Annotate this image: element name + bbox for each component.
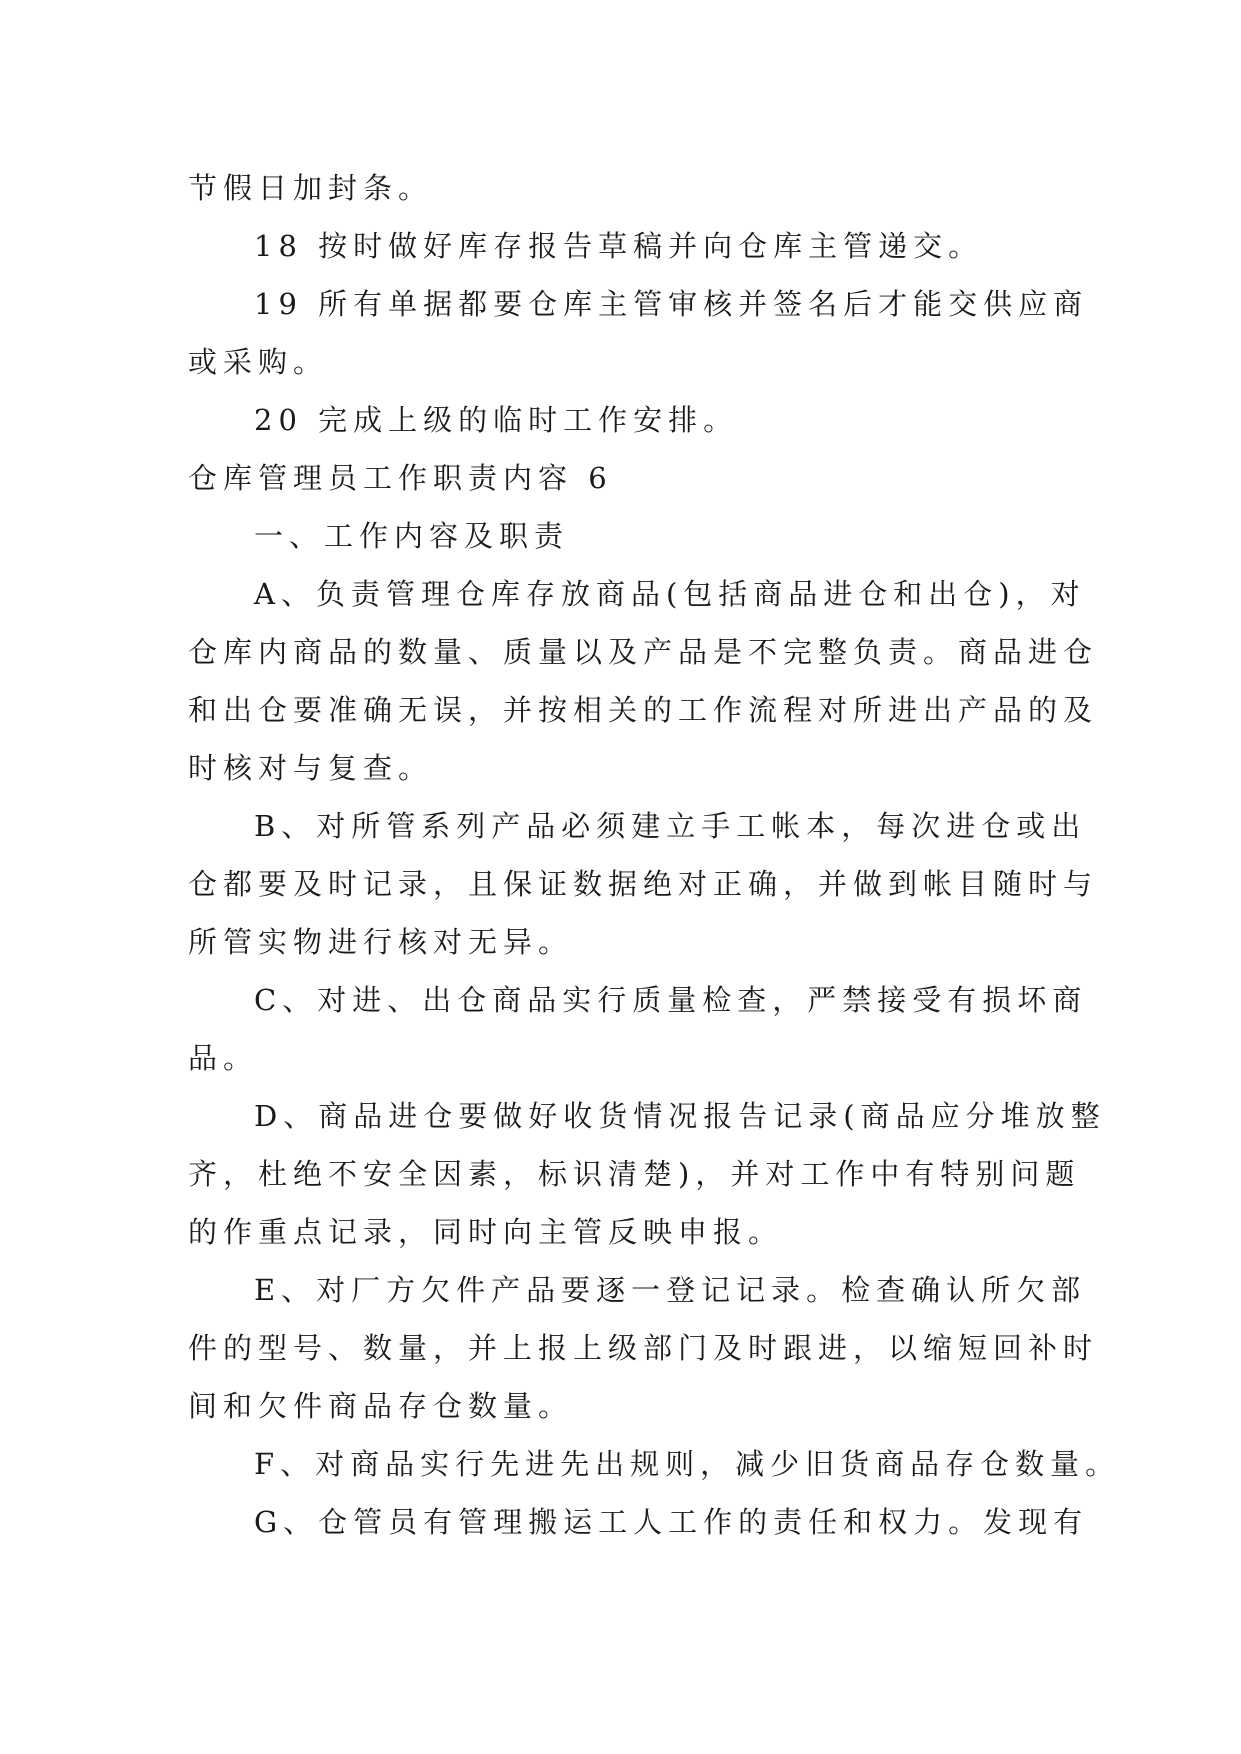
paragraph-line-indented: 一、工作内容及职责 [254,519,570,553]
paragraph-line: 仓都要及时记录，且保证数据绝对正确，并做到帐目随时与 [188,867,1099,901]
paragraph-line: 齐，杜绝不安全因素，标识清楚)，并对工作中有特别问题 [188,1157,1081,1191]
paragraph-line-indented: 19 所有单据都要仓库主管审核并签名后才能交供应商 [254,287,1089,321]
paragraph-line-indented: 20 完成上级的临时工作安排。 [254,403,739,437]
paragraph-line-indented: B、对所管系列产品必须建立手工帐本，每次进仓或出 [254,809,1087,843]
paragraph-line: 仓库管理员工作职责内容 6 [188,461,613,495]
paragraph-line: 仓库内商品的数量、质量以及产品是不完整负责。商品进仓 [188,635,1099,669]
document-body [188,159,1121,1551]
paragraph-line: 时核对与复查。 [188,751,434,785]
paragraph-line: 间和欠件商品存仓数量。 [188,1389,574,1423]
paragraph-line: 的作重点记录，同时向主管反映申报。 [188,1215,784,1249]
paragraph-line: 和出仓要准确无误，并按相关的工作流程对所进出产品的及 [188,693,1099,727]
paragraph-line-indented: E、对厂方欠件产品要逐一登记记录。检查确认所欠部 [254,1273,1087,1307]
paragraph-line-indented: G、仓管员有管理搬运工人工作的责任和权力。发现有 [254,1505,1089,1539]
paragraph-line: 节假日加封条。 [188,171,434,205]
paragraph-line-indented: C、对进、出仓商品实行质量检查，严禁接受有损坏商 [254,983,1088,1017]
paragraph-line: 或采购。 [188,345,329,379]
paragraph-line-indented: F、对商品实行先进先出规则，减少旧货商品存仓数量。 [254,1447,1121,1481]
paragraph-line: 品。 [188,1041,259,1075]
paragraph-line: 所管实物进行核对无异。 [188,925,574,959]
paragraph-line-indented: 18 按时做好库存报告草稿并向仓库主管递交。 [254,229,984,263]
paragraph-line-indented: A、负责管理仓库存放商品(包括商品进仓和出仓)，对 [254,577,1086,611]
paragraph-line: 件的型号、数量，并上报上级部门及时跟进，以缩短回补时 [188,1331,1099,1365]
paragraph-line-indented: D、商品进仓要做好收货情况报告记录(商品应分堆放整 [254,1099,1106,1133]
